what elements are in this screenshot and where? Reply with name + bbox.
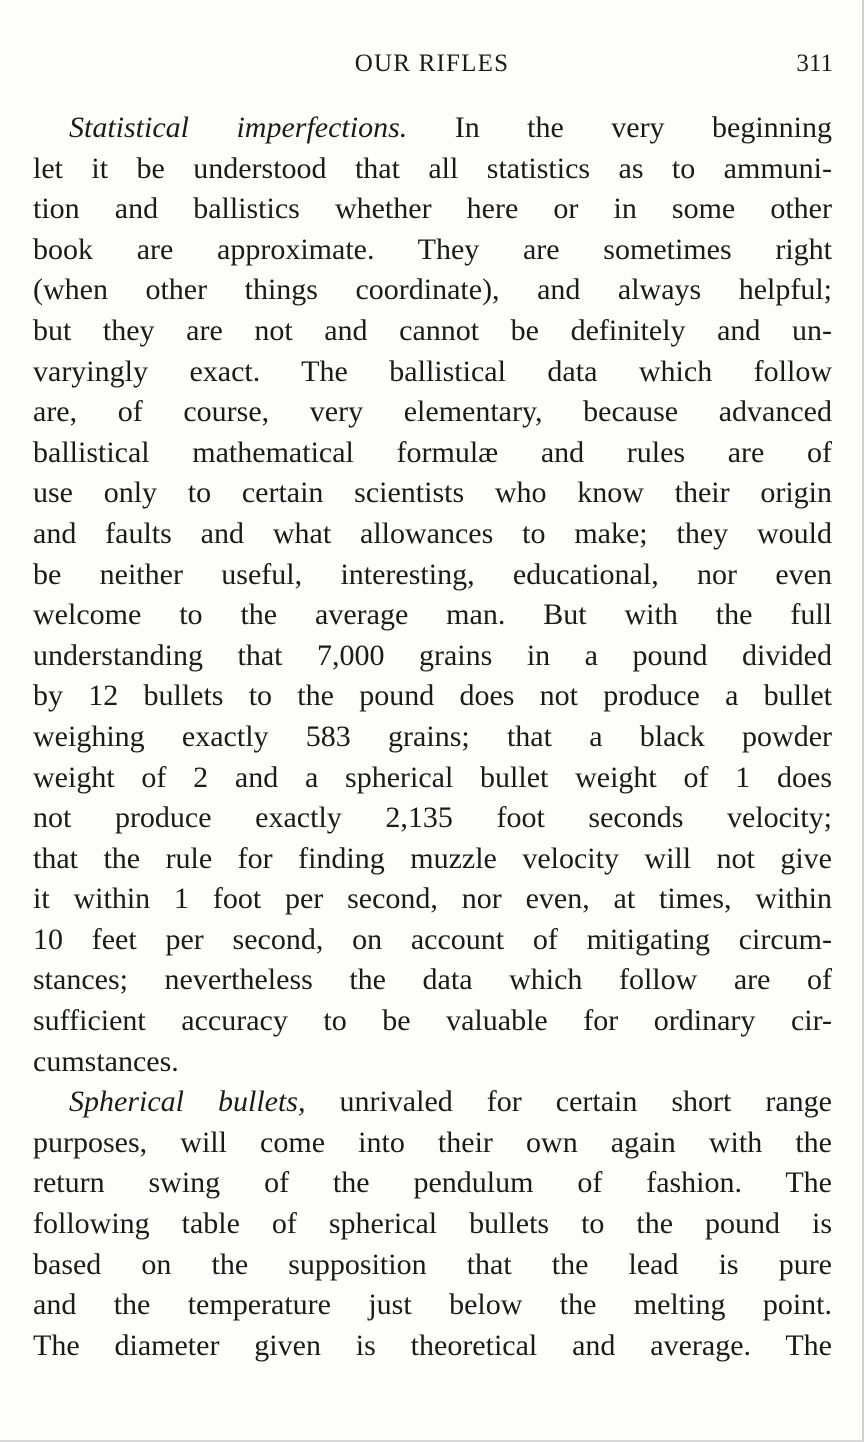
text-line: understanding that 7,000 grains in a pound divided [33, 638, 832, 672]
text-line: weight of 2 and a spherical bullet weight of 1 does [33, 760, 832, 794]
text-line: The diameter given is theoretical and average. The [33, 1328, 832, 1362]
running-title: OUR RIFLES [354, 50, 510, 77]
text-line: (when other things coordinate), and always helpful; [33, 273, 832, 307]
running-head [0, 50, 864, 84]
text-line: weighing exactly 583 grains; that a black powder [33, 719, 832, 753]
text-line: varyingly exact. The ballistical data which follow [33, 354, 832, 388]
text-line: by 12 bullets to the pound does not produce a bullet [33, 679, 832, 713]
text-line: cumstances. [33, 1044, 179, 1078]
italic-lead: Spherical bullets, [69, 1085, 306, 1119]
body-text [33, 108, 832, 1366]
text-line: ballistical mathematical formulæ and rules are of [33, 435, 832, 469]
line-text: In the very beginning [407, 111, 832, 144]
text-line: but they are not and cannot be definitely and un- [33, 313, 832, 347]
text-line [33, 108, 832, 149]
text-line: sufficient accuracy to be valuable for ordinary cir- [33, 1004, 832, 1038]
text-line: not produce exactly 2,135 foot seconds velocity; [33, 801, 832, 835]
text-line: welcome to the average man. But with the full [33, 598, 832, 632]
text-line: based on the supposition that the lead is pure [33, 1247, 832, 1281]
text-line: and faults and what allowances to make; they would [33, 516, 832, 550]
text-line: let it be understood that all statistics as to ammuni- [33, 151, 832, 185]
page-number: 311 [796, 50, 833, 77]
text-line: and the temperature just below the melting point. [33, 1288, 832, 1322]
italic-lead: Statistical imperfections. [69, 111, 408, 144]
text-line: use only to certain scientists who know their origin [33, 476, 832, 510]
text-line: tion and ballistics whether here or in some other [33, 192, 832, 226]
text-line: that the rule for finding muzzle velocity will not give [33, 841, 832, 875]
text-line: be neither useful, interesting, educational, nor even [33, 557, 832, 591]
text-line: book are approximate. They are sometimes right [33, 232, 832, 266]
text-line: are, of course, very elementary, because advanced [33, 395, 832, 429]
text-line [33, 1082, 832, 1123]
text-line: 10 feet per second, on account of mitigating circum- [33, 922, 832, 956]
line-text: unrivaled for certain short range [305, 1085, 832, 1119]
text-line: it within 1 foot per second, nor even, at times, within [33, 882, 832, 916]
text-line: purposes, will come into their own again with the [33, 1125, 832, 1159]
text-line: return swing of the pendulum of fashion. The [33, 1166, 832, 1200]
text-line: following table of spherical bullets to the pound is [33, 1207, 832, 1241]
text-line: stances; nevertheless the data which follow are of [33, 963, 832, 997]
